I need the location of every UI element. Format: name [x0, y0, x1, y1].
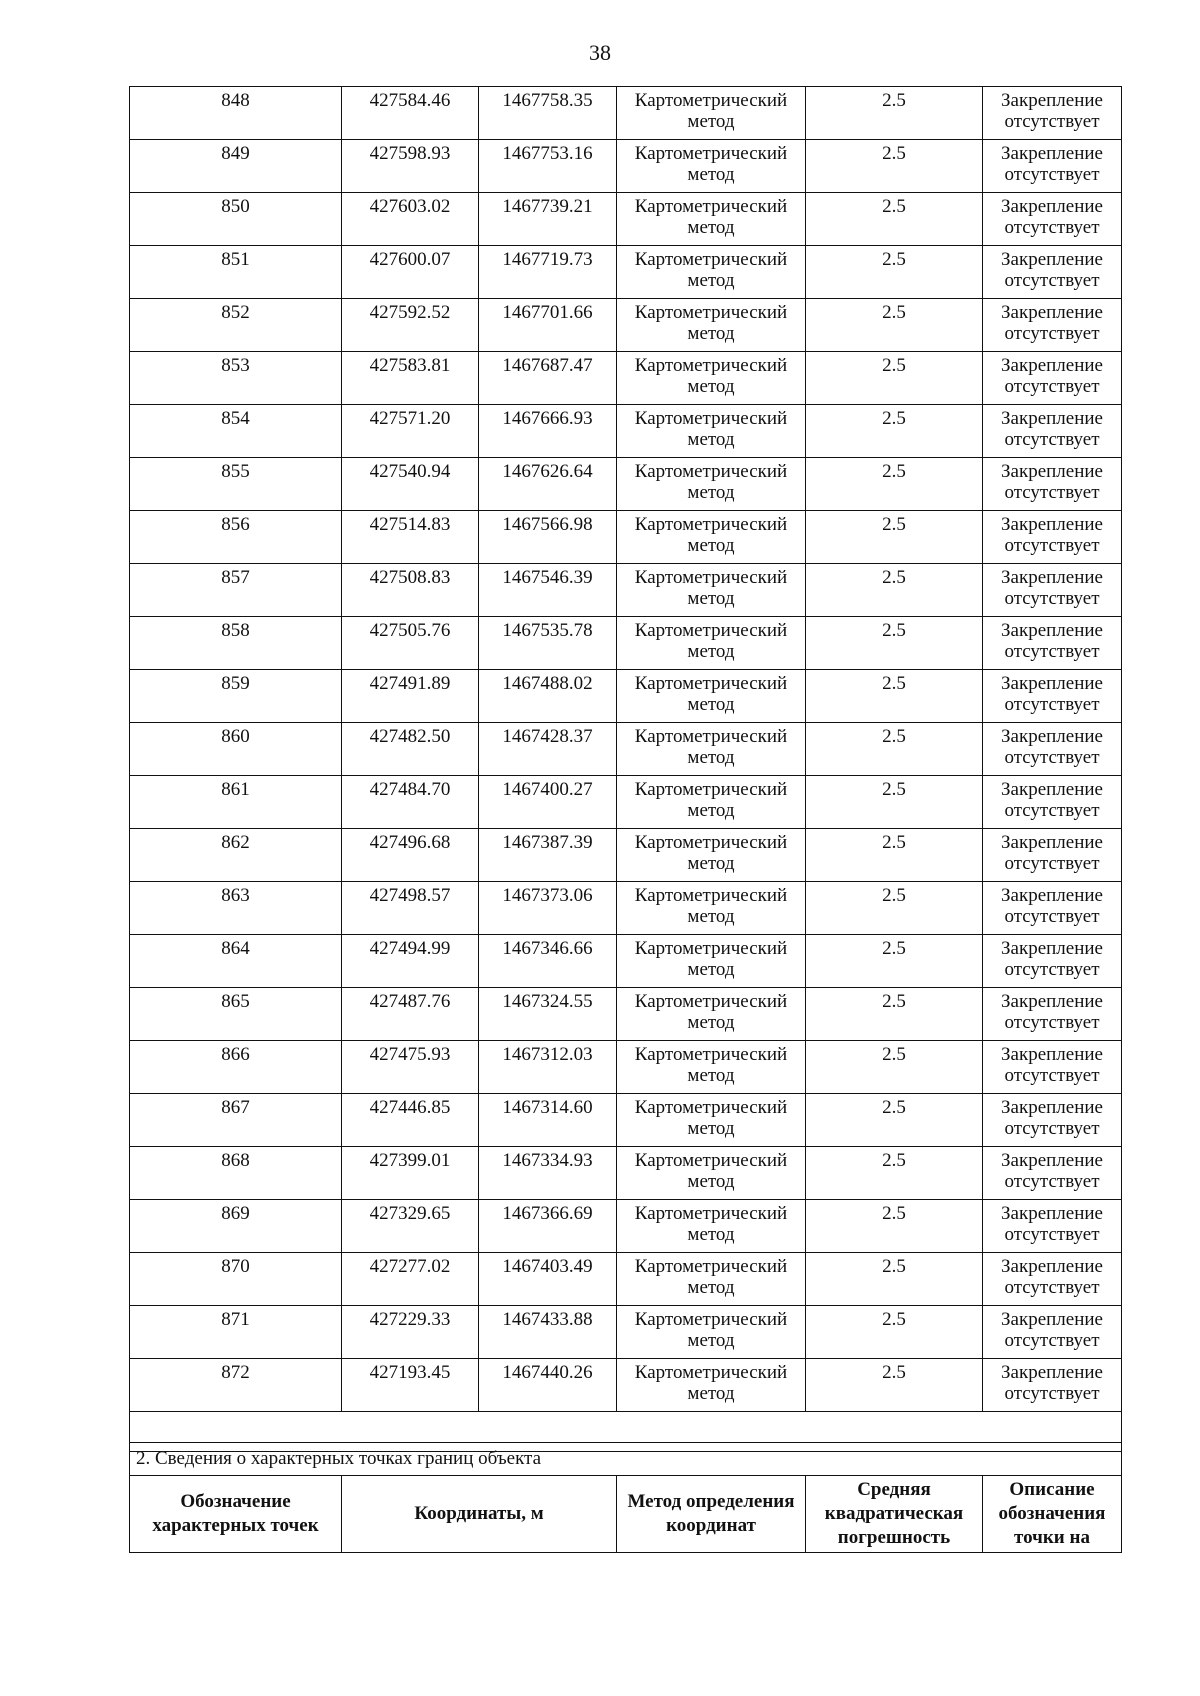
cell-point: 856 — [130, 511, 342, 564]
cell-point: 848 — [130, 87, 342, 140]
cell-y: 1467400.27 — [479, 776, 617, 829]
cell-error: 2.5 — [806, 511, 983, 564]
cell-error: 2.5 — [806, 193, 983, 246]
cell-y: 1467626.64 — [479, 458, 617, 511]
cell-y: 1467488.02 — [479, 670, 617, 723]
table-row — [130, 617, 1122, 670]
cell-y: 1467324.55 — [479, 988, 617, 1041]
cell-x: 427491.89 — [342, 670, 479, 723]
cell-y: 1467433.88 — [479, 1306, 617, 1359]
cell-x: 427584.46 — [342, 87, 479, 140]
cell-description: Закрепление отсутствует — [983, 882, 1122, 935]
cell-x: 427592.52 — [342, 299, 479, 352]
cell-y: 1467346.66 — [479, 935, 617, 988]
cell-method: Картометрический метод — [617, 511, 806, 564]
cell-description: Закрепление отсутствует — [983, 1306, 1122, 1359]
cell-point: 850 — [130, 193, 342, 246]
cell-description: Закрепление отсутствует — [983, 193, 1122, 246]
cell-method: Картометрический метод — [617, 1306, 806, 1359]
cell-error: 2.5 — [806, 829, 983, 882]
cell-x: 427487.76 — [342, 988, 479, 1041]
cell-y: 1467403.49 — [479, 1253, 617, 1306]
cell-point: 858 — [130, 617, 342, 670]
table-row — [130, 829, 1122, 882]
cell-y: 1467666.93 — [479, 405, 617, 458]
cell-description: Закрепление отсутствует — [983, 1094, 1122, 1147]
table-row — [130, 1094, 1122, 1147]
cell-error: 2.5 — [806, 352, 983, 405]
cell-point: 862 — [130, 829, 342, 882]
cell-method: Картометрический метод — [617, 87, 806, 140]
cell-error: 2.5 — [806, 988, 983, 1041]
cell-x: 427571.20 — [342, 405, 479, 458]
cell-point: 859 — [130, 670, 342, 723]
cell-method: Картометрический метод — [617, 564, 806, 617]
header-error: Средняя квадратическая погрешность — [806, 1476, 983, 1553]
cell-description: Закрепление отсутствует — [983, 776, 1122, 829]
table-row — [130, 1041, 1122, 1094]
section-2-title-row — [130, 1443, 1122, 1476]
cell-x: 427600.07 — [342, 246, 479, 299]
cell-error: 2.5 — [806, 246, 983, 299]
cell-error: 2.5 — [806, 670, 983, 723]
table-row — [130, 140, 1122, 193]
cell-x: 427484.70 — [342, 776, 479, 829]
cell-y: 1467687.47 — [479, 352, 617, 405]
cell-method: Картометрический метод — [617, 193, 806, 246]
cell-error: 2.5 — [806, 723, 983, 776]
cell-error: 2.5 — [806, 776, 983, 829]
cell-x: 427505.76 — [342, 617, 479, 670]
cell-y: 1467366.69 — [479, 1200, 617, 1253]
cell-x: 427498.57 — [342, 882, 479, 935]
cell-point: 871 — [130, 1306, 342, 1359]
header-method: Метод определения координат — [617, 1476, 806, 1553]
page-number: 38 — [589, 40, 611, 65]
cell-method: Картометрический метод — [617, 935, 806, 988]
table-row — [130, 988, 1122, 1041]
cell-error: 2.5 — [806, 458, 983, 511]
section-2-table — [129, 1442, 1122, 1553]
cell-error: 2.5 — [806, 299, 983, 352]
cell-x: 427514.83 — [342, 511, 479, 564]
cell-error: 2.5 — [806, 882, 983, 935]
cell-error: 2.5 — [806, 140, 983, 193]
cell-method: Картометрический метод — [617, 352, 806, 405]
cell-y: 1467428.37 — [479, 723, 617, 776]
cell-description: Закрепление отсутствует — [983, 1041, 1122, 1094]
cell-y: 1467753.16 — [479, 140, 617, 193]
cell-method: Картометрический метод — [617, 1253, 806, 1306]
cell-error: 2.5 — [806, 935, 983, 988]
cell-x: 427508.83 — [342, 564, 479, 617]
cell-x: 427482.50 — [342, 723, 479, 776]
cell-method: Картометрический метод — [617, 617, 806, 670]
table-row — [130, 1200, 1122, 1253]
cell-point: 868 — [130, 1147, 342, 1200]
cell-description: Закрепление отсутствует — [983, 246, 1122, 299]
cell-point: 853 — [130, 352, 342, 405]
cell-description: Закрепление отсутствует — [983, 299, 1122, 352]
cell-x: 427540.94 — [342, 458, 479, 511]
cell-description: Закрепление отсутствует — [983, 1147, 1122, 1200]
cell-x: 427496.68 — [342, 829, 479, 882]
cell-y: 1467314.60 — [479, 1094, 617, 1147]
cell-method: Картометрический метод — [617, 988, 806, 1041]
cell-x: 427583.81 — [342, 352, 479, 405]
cell-y: 1467566.98 — [479, 511, 617, 564]
cell-point: 854 — [130, 405, 342, 458]
table-row — [130, 564, 1122, 617]
table-row — [130, 299, 1122, 352]
cell-point: 872 — [130, 1359, 342, 1412]
cell-description: Закрепление отсутствует — [983, 829, 1122, 882]
cell-description: Закрепление отсутствует — [983, 1253, 1122, 1306]
cell-description: Закрепление отсутствует — [983, 511, 1122, 564]
cell-method: Картометрический метод — [617, 299, 806, 352]
cell-point: 849 — [130, 140, 342, 193]
cell-point: 852 — [130, 299, 342, 352]
cell-point: 866 — [130, 1041, 342, 1094]
cell-error: 2.5 — [806, 1041, 983, 1094]
cell-error: 2.5 — [806, 1253, 983, 1306]
table-row — [130, 87, 1122, 140]
table-row — [130, 1359, 1122, 1412]
cell-x: 427475.93 — [342, 1041, 479, 1094]
cell-error: 2.5 — [806, 87, 983, 140]
cell-point: 851 — [130, 246, 342, 299]
cell-method: Картометрический метод — [617, 829, 806, 882]
cell-method: Картометрический метод — [617, 140, 806, 193]
table-row — [130, 246, 1122, 299]
cell-point: 861 — [130, 776, 342, 829]
table-row — [130, 511, 1122, 564]
header-point-designation: Обозначение характерных точек — [130, 1476, 342, 1553]
cell-method: Картометрический метод — [617, 1359, 806, 1412]
table-row — [130, 1306, 1122, 1359]
cell-y: 1467546.39 — [479, 564, 617, 617]
cell-x: 427603.02 — [342, 193, 479, 246]
cell-error: 2.5 — [806, 1306, 983, 1359]
cell-method: Картометрический метод — [617, 405, 806, 458]
cell-method: Картометрический метод — [617, 670, 806, 723]
table-row — [130, 670, 1122, 723]
cell-x: 427193.45 — [342, 1359, 479, 1412]
cell-x: 427399.01 — [342, 1147, 479, 1200]
table-row — [130, 882, 1122, 935]
cell-description: Закрепление отсутствует — [983, 617, 1122, 670]
cell-x: 427494.99 — [342, 935, 479, 988]
cell-description: Закрепление отсутствует — [983, 670, 1122, 723]
cell-error: 2.5 — [806, 564, 983, 617]
cell-method: Картометрический метод — [617, 458, 806, 511]
cell-x: 427598.93 — [342, 140, 479, 193]
cell-method: Картометрический метод — [617, 1041, 806, 1094]
table-row — [130, 1147, 1122, 1200]
cell-y: 1467719.73 — [479, 246, 617, 299]
cell-description: Закрепление отсутствует — [983, 935, 1122, 988]
cell-description: Закрепление отсутствует — [983, 723, 1122, 776]
cell-y: 1467739.21 — [479, 193, 617, 246]
cell-point: 860 — [130, 723, 342, 776]
table-row — [130, 405, 1122, 458]
header-coordinates: Координаты, м — [342, 1476, 617, 1553]
cell-error: 2.5 — [806, 405, 983, 458]
cell-description: Закрепление отсутствует — [983, 140, 1122, 193]
cell-method: Картометрический метод — [617, 1094, 806, 1147]
cell-description: Закрепление отсутствует — [983, 1359, 1122, 1412]
cell-y: 1467387.39 — [479, 829, 617, 882]
table-row — [130, 776, 1122, 829]
cell-y: 1467535.78 — [479, 617, 617, 670]
cell-x: 427229.33 — [342, 1306, 479, 1359]
cell-point: 865 — [130, 988, 342, 1041]
header-description: Описание обозначения точки на — [983, 1476, 1122, 1553]
cell-y: 1467758.35 — [479, 87, 617, 140]
cell-error: 2.5 — [806, 1359, 983, 1412]
table-row — [130, 723, 1122, 776]
cell-x: 427329.65 — [342, 1200, 479, 1253]
cell-method: Картометрический метод — [617, 1200, 806, 1253]
cell-point: 857 — [130, 564, 342, 617]
cell-y: 1467373.06 — [479, 882, 617, 935]
table-row — [130, 1253, 1122, 1306]
cell-error: 2.5 — [806, 1094, 983, 1147]
cell-method: Картометрический метод — [617, 723, 806, 776]
cell-point: 870 — [130, 1253, 342, 1306]
cell-description: Закрепление отсутствует — [983, 458, 1122, 511]
cell-y: 1467701.66 — [479, 299, 617, 352]
cell-point: 869 — [130, 1200, 342, 1253]
cell-error: 2.5 — [806, 1147, 983, 1200]
cell-point: 863 — [130, 882, 342, 935]
cell-point: 855 — [130, 458, 342, 511]
table-row — [130, 935, 1122, 988]
table-row — [130, 458, 1122, 511]
cell-x: 427277.02 — [342, 1253, 479, 1306]
cell-description: Закрепление отсутствует — [983, 1200, 1122, 1253]
table-row — [130, 193, 1122, 246]
table-row — [130, 352, 1122, 405]
cell-method: Картометрический метод — [617, 776, 806, 829]
cell-description: Закрепление отсутствует — [983, 352, 1122, 405]
cell-method: Картометрический метод — [617, 882, 806, 935]
cell-x: 427446.85 — [342, 1094, 479, 1147]
cell-description: Закрепление отсутствует — [983, 87, 1122, 140]
section-2-title: 2. Сведения о характерных точках границ объекта — [130, 1443, 1122, 1476]
cell-method: Картометрический метод — [617, 1147, 806, 1200]
cell-method: Картометрический метод — [617, 246, 806, 299]
cell-y: 1467334.93 — [479, 1147, 617, 1200]
section-2-header-row — [130, 1476, 1122, 1553]
cell-description: Закрепление отсутствует — [983, 988, 1122, 1041]
cell-error: 2.5 — [806, 1200, 983, 1253]
cell-description: Закрепление отсутствует — [983, 564, 1122, 617]
cell-error: 2.5 — [806, 617, 983, 670]
coordinates-table — [129, 86, 1122, 1452]
cell-point: 867 — [130, 1094, 342, 1147]
cell-description: Закрепление отсутствует — [983, 405, 1122, 458]
cell-point: 864 — [130, 935, 342, 988]
cell-y: 1467312.03 — [479, 1041, 617, 1094]
cell-y: 1467440.26 — [479, 1359, 617, 1412]
